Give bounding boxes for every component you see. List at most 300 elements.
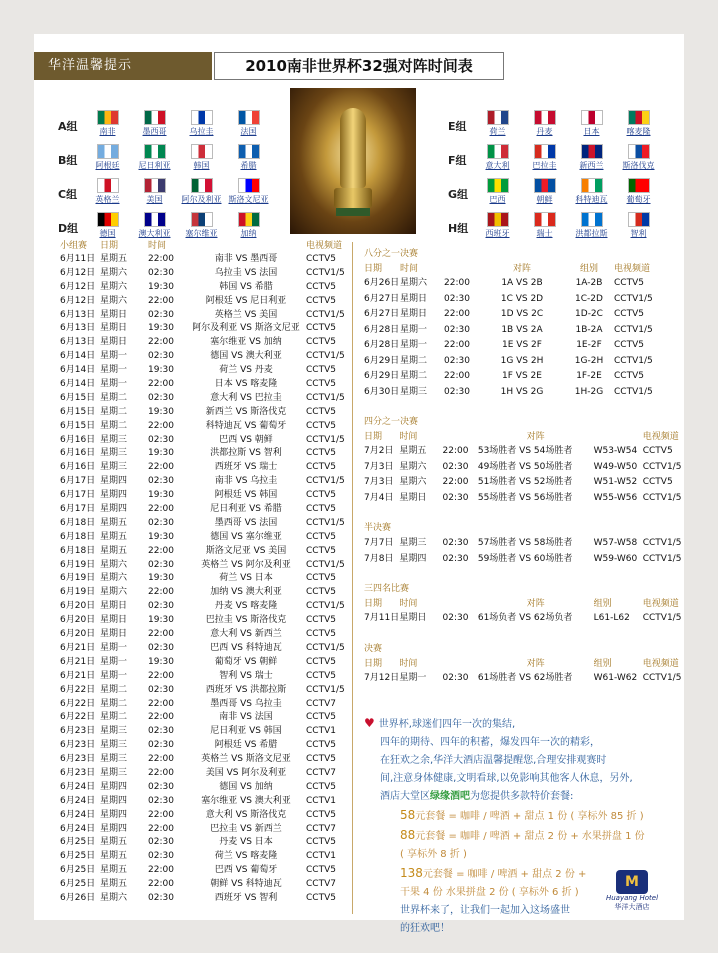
team	[225, 178, 272, 205]
third-header-time: 时间	[399, 599, 418, 609]
schedule-cell: 星期日	[100, 323, 128, 334]
round16-header-match: 对阵	[512, 264, 531, 274]
team	[568, 144, 615, 171]
schedule-cell: 02:30	[148, 476, 174, 487]
team-name[interactable]: 智利	[630, 229, 647, 238]
group-teams	[474, 212, 662, 239]
knockout-schedule	[364, 246, 682, 696]
schedule-row	[60, 489, 350, 503]
schedule-cell: 6月12日	[60, 295, 96, 306]
schedule-cell: 6月18日	[60, 545, 96, 556]
round16-header	[364, 262, 682, 276]
schedule-cell: 7月4日	[364, 492, 394, 503]
schedule-cell: 6月29日	[364, 371, 400, 381]
team-name[interactable]: 阿根廷	[95, 161, 120, 170]
schedule-cell: 02:30	[148, 392, 174, 403]
schedule-cell: 22:00	[148, 879, 174, 890]
schedule-cell: CCTV5	[306, 295, 336, 306]
team	[225, 144, 272, 171]
schedule-cell: CCTV5	[306, 406, 336, 417]
schedule-cell: 1E-2F	[576, 340, 602, 350]
schedule-cell: 星期六	[100, 267, 128, 278]
schedule-cell: 6月23日	[60, 726, 96, 737]
schedule-row	[60, 850, 350, 864]
schedule-cell: CCTV5	[306, 281, 336, 292]
schedule-cell: 19:30	[148, 323, 174, 334]
schedule-cell: 星期五	[100, 254, 128, 264]
schedule-row	[60, 878, 350, 892]
group-row	[58, 178, 288, 212]
third-title: 三四名比赛	[364, 584, 410, 594]
flag-icon	[628, 144, 650, 159]
schedule-cell: 星期一	[400, 324, 428, 335]
team-name[interactable]: 乌拉圭	[189, 127, 214, 136]
flag-icon	[97, 212, 119, 227]
schedule-cell: 1H VS 2G	[500, 386, 544, 397]
schedule-row	[364, 460, 682, 476]
schedule-cell: CCTV5	[306, 615, 336, 626]
schedule-cell: 星期六	[100, 281, 128, 292]
schedule-cell: 巴西 VS 葡萄牙	[214, 865, 278, 876]
team	[568, 110, 615, 137]
team-name[interactable]: 法国	[240, 127, 257, 136]
schedule-cell: 02:30	[148, 851, 174, 862]
schedule-row	[364, 444, 682, 460]
schedule-cell: 6月24日	[60, 823, 96, 834]
schedule-cell: 7月8日	[364, 553, 394, 564]
promo-line1	[364, 714, 664, 734]
group-stage-header	[60, 239, 350, 253]
schedule-cell: 19:30	[148, 406, 174, 417]
team-name[interactable]: 澳大利亚	[138, 229, 171, 238]
header-match	[186, 239, 306, 253]
semi-title: 半决赛	[364, 523, 392, 533]
schedule-cell: 02:30	[148, 795, 174, 806]
schedule-cell: 6月20日	[60, 615, 96, 626]
promo-closing: 世界杯来了，让我们一起加入这场盛世	[400, 905, 570, 916]
schedule-cell: W59-W60	[593, 553, 638, 564]
schedule-cell: 星期三	[100, 754, 128, 765]
group-label: D组	[58, 222, 79, 235]
team-name[interactable]: 塞尔维亚	[185, 229, 218, 238]
schedule-cell: 02:30	[148, 892, 174, 903]
team-name[interactable]: 加纳	[240, 229, 257, 238]
team-name[interactable]: 日本	[583, 127, 600, 136]
team-name[interactable]: 尼日利亚	[138, 161, 171, 170]
schedule-row	[364, 276, 682, 292]
flag-icon	[581, 212, 603, 227]
schedule-cell: 6月21日	[60, 656, 96, 667]
header-date: 日期	[100, 241, 119, 251]
schedule-cell: CCTV7	[306, 698, 336, 709]
header-time: 时间	[148, 241, 167, 251]
schedule-cell: 02:30	[148, 726, 174, 737]
schedule-cell: 6月26日	[364, 278, 400, 288]
schedule-cell: CCTV5	[306, 254, 336, 264]
schedule-row	[60, 267, 350, 281]
package-138-price: 138	[400, 866, 423, 880]
schedule-cell: CCTV1/5	[306, 309, 345, 320]
schedule-cell: 星期五	[100, 865, 128, 876]
package-138-text: 元套餐 = 咖啡 / 啤酒 + 甜点 2 份 +	[422, 869, 587, 880]
flag-icon	[534, 178, 556, 193]
header-channel: 电视频道	[306, 241, 343, 251]
team-name[interactable]: 喀麦隆	[626, 127, 651, 136]
team-name[interactable]: 意大利	[485, 161, 510, 170]
team-name[interactable]: 南非	[99, 127, 116, 136]
schedule-cell: CCTV1/5	[306, 267, 345, 278]
schedule-cell: 星期日	[100, 615, 128, 626]
schedule-cell: CCTV5	[306, 837, 336, 848]
schedule-row	[364, 671, 682, 687]
schedule-cell: 德国 VS 塞尔维亚	[210, 531, 282, 542]
schedule-cell: 星期日	[100, 337, 128, 348]
schedule-cell: 02:30	[444, 386, 470, 397]
round16-header-time: 时间	[400, 264, 419, 274]
schedule-cell: W53-W54	[593, 446, 638, 456]
team-name[interactable]: 新西兰	[579, 161, 604, 170]
team-name[interactable]: 巴拉圭	[532, 161, 557, 170]
team-name[interactable]: 墨西哥	[142, 127, 167, 136]
team	[84, 212, 131, 239]
schedule-cell: 51场胜者 VS 52场胜者	[477, 477, 573, 487]
schedule-cell: 星期一	[100, 351, 128, 362]
schedule-cell: CCTV1/5	[642, 538, 682, 548]
schedule-cell: 星期日	[399, 613, 427, 623]
schedule-cell: W51-W52	[593, 477, 638, 487]
schedule-cell: 22:00	[148, 629, 174, 640]
schedule-cell: 星期六	[100, 573, 128, 584]
schedule-cell: 02:30	[148, 309, 174, 320]
header-stage: 小组赛	[60, 241, 88, 251]
schedule-cell: 6月29日	[364, 355, 400, 366]
schedule-cell: 1G-2H	[574, 355, 604, 366]
schedule-row	[364, 475, 682, 491]
schedule-cell: CCTV5	[306, 865, 336, 876]
schedule-row	[60, 753, 350, 767]
schedule-cell: 6月25日	[60, 837, 96, 848]
team-name[interactable]: 葡萄牙	[626, 195, 651, 204]
schedule-cell: 22:00	[148, 587, 174, 598]
schedule-cell: 02:30	[148, 837, 174, 848]
schedule-cell: 智利 VS 瑞士	[219, 670, 273, 681]
schedule-cell: CCTV1/5	[306, 392, 345, 403]
schedule-cell: 22:00	[148, 823, 174, 834]
schedule-cell: 6月24日	[60, 781, 96, 792]
schedule-cell: 西班牙 VS 洪都拉斯	[205, 684, 287, 695]
schedule-row	[60, 684, 350, 698]
schedule-cell: 6月13日	[60, 309, 96, 320]
schedule-cell: 南非 VS 法国	[219, 712, 273, 723]
schedule-cell: 7月3日	[364, 461, 394, 472]
group-teams	[84, 144, 272, 171]
schedule-cell: 星期日	[100, 629, 128, 640]
schedule-cell: 02:30	[148, 740, 174, 751]
schedule-row	[60, 364, 350, 378]
team-name[interactable]: 美国	[146, 195, 163, 204]
schedule-cell: 日本 VS 喀麦隆	[214, 379, 278, 390]
schedule-cell: 英格兰 VS 美国	[214, 309, 278, 320]
third-section	[364, 581, 682, 627]
team-name[interactable]: 科特迪瓦	[575, 195, 608, 204]
team-name[interactable]: 希腊	[240, 161, 257, 170]
schedule-cell: CCTV5	[306, 740, 336, 751]
schedule-cell: 巴拉圭 VS 斯洛伐克	[205, 615, 287, 626]
schedule-cell: 葡萄牙 VS 朝鲜	[214, 656, 278, 667]
schedule-cell: 02:30	[444, 355, 470, 366]
team-name[interactable]: 斯洛伐克	[622, 161, 655, 170]
schedule-cell: 02:30	[442, 538, 469, 548]
schedule-cell: 美国 VS 阿尔及利亚	[205, 767, 287, 778]
final-header-match: 对阵	[526, 658, 545, 669]
schedule-row	[60, 295, 350, 309]
schedule-cell: 6月23日	[60, 767, 96, 778]
schedule-cell: 星期四	[100, 490, 128, 501]
quarter-section	[364, 414, 682, 506]
schedule-cell: 尼日利亚 VS 韩国	[210, 726, 282, 737]
team-name[interactable]: 巴西	[489, 195, 506, 204]
schedule-cell: 荷兰 VS 日本	[219, 573, 273, 584]
schedule-cell: 6月22日	[60, 684, 96, 695]
promo-line5a: 酒店大堂区	[380, 791, 430, 802]
schedule-cell: W57-W58	[593, 538, 638, 548]
schedule-cell: 6月18日	[60, 517, 96, 528]
third-header-group: 组别	[593, 599, 612, 609]
team	[131, 144, 178, 171]
schedule-cell: 洪都拉斯 VS 智利	[210, 448, 282, 459]
schedule-row	[60, 781, 350, 795]
groups-left	[58, 110, 288, 246]
schedule-row	[60, 503, 350, 517]
team-name[interactable]: 丹麦	[536, 127, 553, 136]
schedule-cell: CCTV5	[306, 573, 336, 584]
promo-line5	[364, 788, 664, 806]
schedule-cell: CCTV1/5	[642, 492, 682, 503]
schedule-cell: 德国 VS 加纳	[219, 781, 273, 792]
schedule-cell: CCTV5	[306, 712, 336, 723]
hotel-logo-en: Huayang Hotel	[605, 894, 659, 902]
schedule-cell: 6月27日	[364, 309, 400, 319]
team	[474, 110, 521, 137]
schedule-cell: CCTV1/5	[306, 434, 345, 445]
schedule-row	[60, 281, 350, 295]
schedule-cell: 南非 VS 乌拉圭	[214, 476, 278, 487]
schedule-cell: 6月14日	[60, 365, 96, 376]
team-name[interactable]: 英格兰	[95, 195, 120, 204]
schedule-row	[60, 711, 350, 725]
schedule-cell: 6月24日	[60, 809, 96, 820]
schedule-cell: 1H-2G	[574, 386, 604, 397]
flag-icon	[628, 212, 650, 227]
schedule-cell: 6月23日	[60, 754, 96, 765]
schedule-cell: 59场胜者 VS 60场胜者	[477, 553, 573, 564]
team	[225, 212, 272, 239]
schedule-cell: CCTV1/5	[306, 517, 345, 528]
schedule-cell: 49场胜者 VS 50场胜者	[477, 461, 573, 472]
schedule-cell: CCTV7	[306, 767, 336, 778]
schedule-row	[60, 586, 350, 600]
flag-icon	[238, 110, 260, 125]
schedule-cell: 02:30	[148, 684, 174, 695]
team-name[interactable]: 德国	[99, 229, 116, 238]
quarter-header-group	[594, 430, 643, 444]
flag-icon	[628, 178, 650, 193]
schedule-cell: 德国 VS 澳大利亚	[210, 351, 282, 362]
team	[131, 110, 178, 137]
flag-icon	[238, 144, 260, 159]
schedule-cell: 6月15日	[60, 392, 96, 403]
schedule-cell: 22:00	[148, 295, 174, 306]
team	[131, 178, 178, 205]
schedule-cell: 荷兰 VS 丹麦	[219, 365, 273, 376]
final-header-time: 时间	[399, 658, 418, 669]
group-teams	[474, 178, 662, 205]
round16-header-channel: 电视频道	[614, 264, 651, 274]
schedule-cell: 星期日	[399, 492, 427, 503]
schedule-cell: CCTV5	[306, 531, 336, 542]
package-58	[364, 806, 664, 826]
schedule-cell: 6月13日	[60, 323, 96, 334]
trophy-base	[334, 188, 372, 208]
schedule-cell: 星期三	[400, 386, 428, 397]
schedule-cell: 55场胜者 VS 56场胜者	[477, 492, 573, 503]
schedule-cell: 1D-2C	[575, 309, 603, 319]
team-name[interactable]: 韩国	[193, 161, 210, 170]
schedule-cell: L61-L62	[593, 613, 630, 623]
column-divider	[352, 242, 353, 914]
schedule-row	[60, 447, 350, 461]
schedule-cell: CCTV5	[306, 587, 336, 598]
schedule-cell: CCTV5	[306, 323, 336, 334]
schedule-cell: 加纳 VS 澳大利亚	[210, 587, 282, 598]
schedule-cell: 02:30	[442, 672, 469, 683]
team	[474, 178, 521, 205]
schedule-cell: CCTV1/5	[306, 684, 345, 695]
team-name[interactable]: 朝鲜	[536, 195, 553, 204]
schedule-cell: 星期六	[400, 278, 428, 288]
schedule-cell: CCTV1/5	[614, 355, 653, 366]
team-name[interactable]: 洪都拉斯	[575, 229, 608, 238]
team-name[interactable]: 阿尔及利亚	[181, 195, 222, 204]
schedule-cell: CCTV1/5	[642, 461, 682, 472]
schedule-cell: 19:30	[148, 365, 174, 376]
flag-icon	[191, 110, 213, 125]
schedule-cell: 科特迪瓦 VS 葡萄牙	[205, 420, 287, 431]
schedule-row	[60, 350, 350, 364]
schedule-cell: 星期二	[100, 684, 128, 695]
trophy-image	[290, 88, 416, 234]
schedule-cell: 1B VS 2A	[501, 324, 543, 335]
round16-header-date: 日期	[364, 264, 383, 274]
group-row	[448, 110, 684, 144]
schedule-cell: 星期一	[100, 670, 128, 681]
schedule-cell: 星期六	[399, 461, 427, 472]
schedule-cell: 6月25日	[60, 879, 96, 890]
third-header-spacer	[443, 597, 478, 611]
hotel-logo	[600, 870, 664, 916]
package-58-text: 元套餐 = 咖啡 / 啤酒 + 甜点 1 份 ( 享标外 85 折 )	[415, 811, 644, 822]
schedule-cell: 6月22日	[60, 698, 96, 709]
schedule-cell: 6月16日	[60, 434, 96, 445]
schedule-cell: CCTV1/5	[614, 293, 653, 304]
flag-icon	[144, 110, 166, 125]
schedule-cell: 19:30	[148, 615, 174, 626]
schedule-cell: 6月21日	[60, 670, 96, 681]
schedule-cell: 02:30	[148, 642, 174, 653]
team-name[interactable]: 斯洛文尼亚	[228, 195, 269, 204]
schedule-cell: 星期六	[100, 295, 128, 306]
schedule-row	[60, 614, 350, 628]
schedule-cell: 6月13日	[60, 337, 96, 348]
schedule-cell: 星期三	[100, 462, 128, 473]
schedule-cell: CCTV5	[614, 278, 644, 288]
promo-line2: 四年的期待、四年的积蓄，爆发四年一次的精彩，	[380, 737, 600, 748]
team	[225, 110, 272, 137]
third-header-channel: 电视频道	[642, 599, 679, 609]
schedule-cell: CCTV5	[642, 477, 673, 487]
schedule-row	[60, 656, 350, 670]
schedule-cell: 星期四	[100, 476, 128, 487]
schedule-cell: 荷兰 VS 喀麦隆	[214, 851, 278, 862]
schedule-cell: 6月19日	[60, 587, 96, 598]
schedule-cell: 星期二	[100, 698, 128, 709]
schedule-cell: 22:00	[444, 278, 470, 288]
schedule-cell: CCTV1/5	[306, 601, 345, 612]
schedule-row	[60, 600, 350, 614]
schedule-cell: 6月17日	[60, 476, 96, 487]
schedule-cell: 星期五	[100, 837, 128, 848]
schedule-cell: 02:30	[444, 324, 470, 335]
semi-rows	[364, 536, 682, 567]
schedule-cell: 星期五	[100, 879, 128, 890]
schedule-cell: CCTV5	[306, 504, 336, 515]
schedule-cell: 22:00	[148, 698, 174, 709]
team-name[interactable]: 荷兰	[489, 127, 506, 136]
schedule-cell: 6月15日	[60, 420, 96, 431]
third-header	[364, 597, 682, 611]
flag-icon	[144, 212, 166, 227]
schedule-cell: CCTV5	[306, 754, 336, 765]
schedule-cell: 星期四	[100, 504, 128, 515]
final-header-channel: 电视频道	[642, 658, 679, 669]
quarter-header-date: 日期	[364, 432, 383, 442]
schedule-cell: 意大利 VS 新西兰	[210, 629, 282, 640]
schedule-cell: 7月2日	[364, 446, 394, 456]
schedule-row	[364, 611, 682, 627]
schedule-cell: 星期三	[100, 767, 128, 778]
schedule-cell: CCTV1	[306, 795, 336, 806]
schedule-row	[60, 823, 350, 837]
schedule-cell: 1E VS 2F	[502, 340, 542, 350]
schedule-cell: 22:00	[148, 545, 174, 556]
schedule-cell: CCTV1	[306, 851, 336, 862]
schedule-cell: CCTV1/5	[306, 351, 345, 362]
flag-icon	[238, 212, 260, 227]
schedule-cell: 02:30	[442, 492, 469, 503]
third-header-date: 日期	[364, 599, 383, 609]
schedule-cell: 星期二	[400, 355, 428, 366]
schedule-cell: 6月24日	[60, 795, 96, 806]
team-name[interactable]: 西班牙	[485, 229, 510, 238]
schedule-cell: W61-W62	[593, 672, 638, 683]
schedule-cell: 6月22日	[60, 712, 96, 723]
schedule-row	[60, 392, 350, 406]
schedule-cell: 巴西 VS 科特迪瓦	[210, 642, 282, 653]
final-section	[364, 641, 682, 687]
schedule-cell: CCTV5	[614, 371, 644, 381]
schedule-row	[364, 292, 682, 308]
team-name[interactable]: 瑞士	[536, 229, 553, 238]
